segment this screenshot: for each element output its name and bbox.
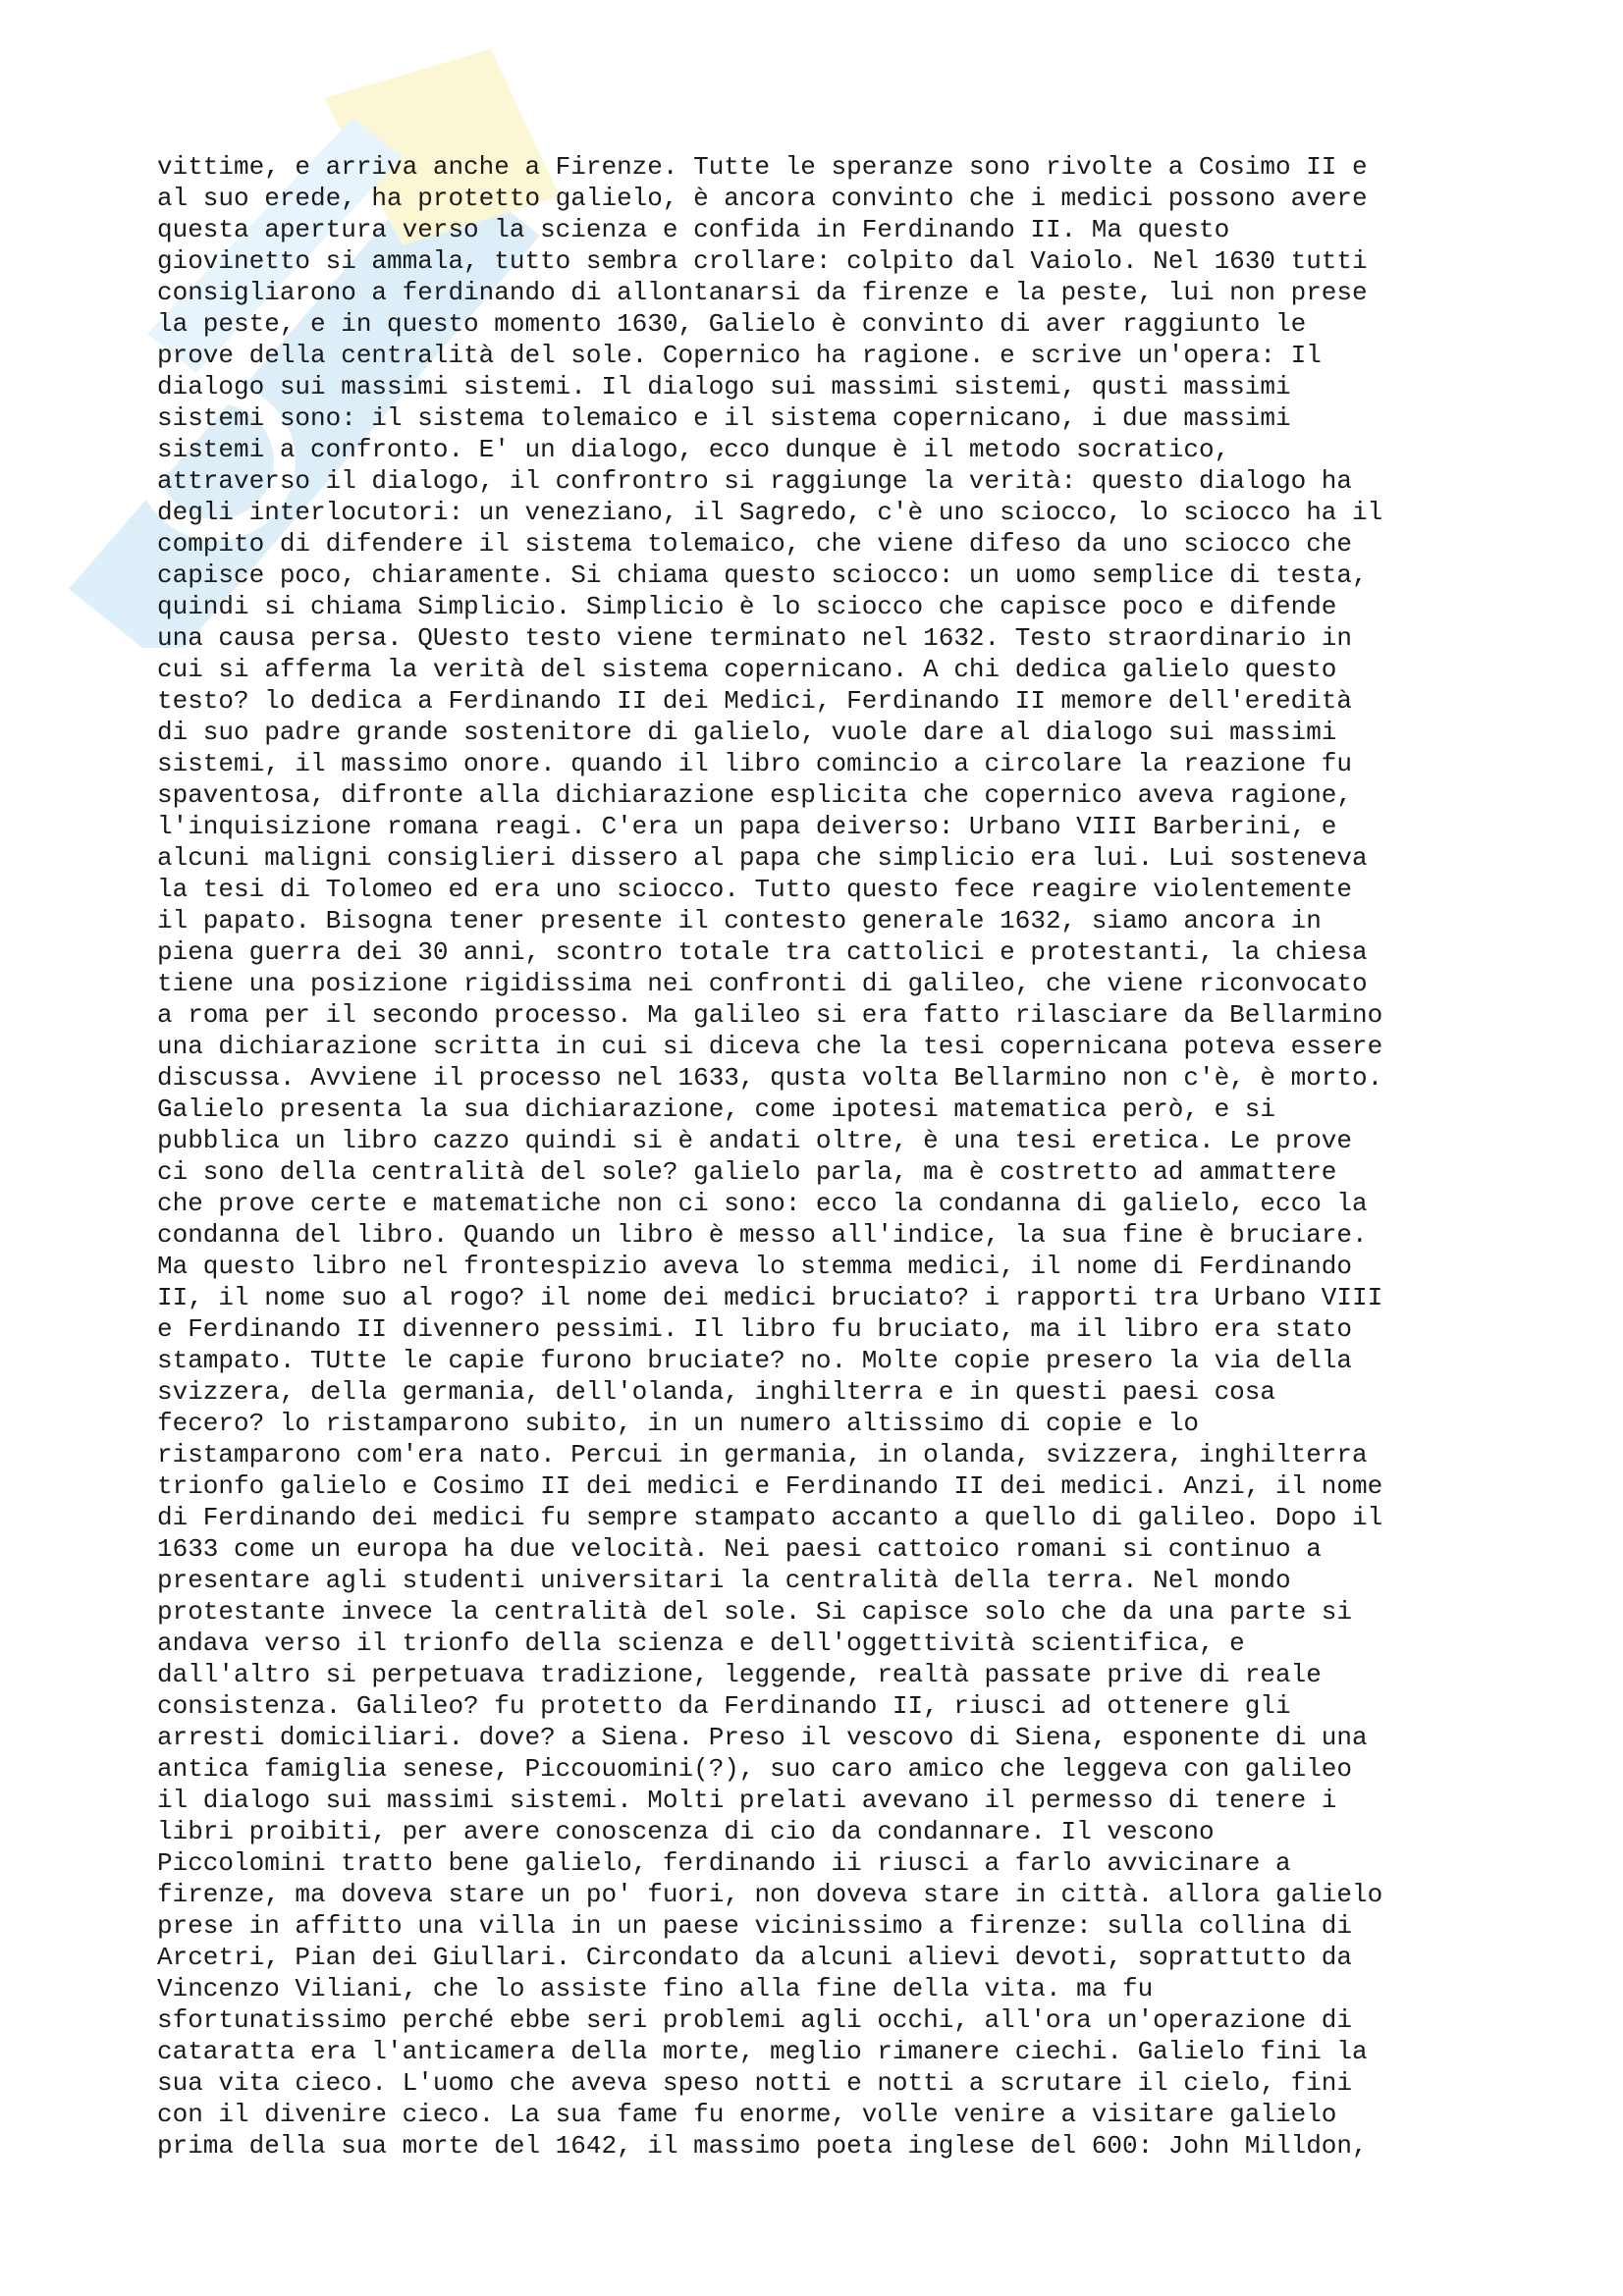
text-line: di Ferdinando dei medici fu sempre stampato accanto a quello di galileo. Dopo il [157,1503,1383,1532]
text-line: Vincenzo Viliani, che lo assiste fino alla fine della vita. ma fu [157,1974,1154,2003]
text-line: pubblica un libro cazzo quindi si è andati oltre, è una tesi eretica. Le prove [157,1126,1352,1155]
text-line: la peste, e in questo momento 1630, Galielo è convinto di aver raggiunto le [157,309,1307,339]
text-line: trionfo galielo e Cosimo II dei medici e Ferdinando II dei medici. Anzi, il nome [157,1471,1383,1501]
text-line: prima della sua morte del 1642, il massimo poeta inglese del 600: John Milldon, [157,2131,1368,2161]
text-line: il papato. Bisogna tener presente il contesto generale 1632, siamo ancora in [157,906,1322,935]
text-line: consistenza. Galileo? fu protetto da Ferdinando II, riusci ad ottenere gli [157,1691,1291,1721]
text-line: attraverso il dialogo, il confrontro si raggiunge la verità: questo dialogo ha [157,466,1352,496]
text-line: compito di difendere il sistema tolemaico, che viene difeso da uno sciocco che [157,529,1352,559]
text-line: 1633 come un europa ha due velocità. Nei paesi cattoico romani si continuo a [157,1534,1322,1564]
document-body [157,151,1532,2162]
text-line: a roma per il secondo processo. Ma galileo si era fatto rilasciare da Bellarmino [157,1000,1383,1030]
text-line: Arcetri, Pian dei Giullari. Circondato da alcuni alievi devoti, soprattutto da [157,1943,1352,1972]
text-line: cataratta era l'anticamera della morte, meglio rimanere ciechi. Galielo fini la [157,2037,1368,2066]
text-line: prove della centralità del sole. Copernico ha ragione. e scrive un'opera: Il [157,341,1322,370]
text-line: con il divenire cieco. La sua fame fu enorme, volle venire a visitare galielo [157,2100,1337,2129]
text-line: Ma questo libro nel frontespizio aveva lo stemma medici, il nome di Ferdinando [157,1252,1352,1281]
text-line: l'inquisizione romana reagi. C'era un papa deiverso: Urbano VIII Barberini, e [157,812,1337,841]
text-line: sfortunatissimo perché ebbe seri problemi agli occhi, all'ora un'operazione di [157,2005,1352,2035]
text-line: condanna del libro. Quando un libro è messo all'indice, la sua fine è bruciare. [157,1220,1368,1250]
text-line: dialogo sui massimi sistemi. Il dialogo sui massimi sistemi, qusti massimi [157,372,1291,401]
text-line: fecero? lo ristamparono subito, in un numero altissimo di copie e lo [157,1409,1199,1438]
text-line: ristamparono com'era nato. Percui in germania, in olanda, svizzera, inghilterra [157,1440,1368,1469]
text-line: sistemi, il massimo onore. quando il libro comincio a circolare la reazione fu [157,749,1352,778]
text-line: di suo padre grande sostenitore di galielo, vuole dare al dialogo sui massimi [157,718,1337,747]
text-line: che prove certe e matematiche non ci sono: ecco la condanna di galielo, ecco la [157,1189,1368,1218]
text-line: Piccolomini tratto bene galielo, ferdinando ii riusci a farlo avvicinare a [157,1848,1291,1878]
text-line: sistemi a confronto. E' un dialogo, ecco dunque è il metodo socratico, [157,435,1230,464]
text-line: una dichiarazione scritta in cui si diceva che la tesi copernicana poteva essere [157,1032,1383,1061]
text-line: consigliarono a ferdinando di allontanarsi da firenze e la peste, lui non prese [157,278,1368,307]
text-line: al suo erede, ha protetto galielo, è ancora convinto che i medici possono avere [157,184,1368,213]
text-line: sua vita cieco. L'uomo che aveva speso notti e notti a scrutare il cielo, fini [157,2068,1352,2098]
text-line: questa apertura verso la scienza e confida in Ferdinando II. Ma questo [157,215,1230,244]
text-line: testo? lo dedica a Ferdinando II dei Medici, Ferdinando II memore dell'eredità [157,686,1352,716]
text-line: svizzera, della germania, dell'olanda, inghilterra e in questi paesi cosa [157,1377,1275,1407]
text-line: cui si afferma la verità del sistema copernicano. A chi dedica galielo questo [157,655,1337,684]
text-line: spaventosa, difronte alla dichiarazione esplicita che copernico aveva ragione, [157,780,1352,810]
text-line: firenze, ma doveva stare un po' fuori, non doveva stare in città. allora galielo [157,1880,1383,1909]
text-line: dall'altro si perpetuava tradizione, leggende, realtà passate prive di reale [157,1660,1322,1689]
text-line: una causa persa. QUesto testo viene terminato nel 1632. Testo straordinario in [157,623,1352,653]
text-line: degli interlocutori: un veneziano, il Sagredo, c'è uno sciocco, lo sciocco ha il [157,498,1383,527]
text-line: giovinetto si ammala, tutto sembra crollare: colpito dal Vaiolo. Nel 1630 tutti [157,246,1368,276]
text-line: presentare agli studenti universitari la centralità della terra. Nel mondo [157,1566,1291,1595]
text-line: ci sono della centralità del sole? galielo parla, ma è costretto ad ammattere [157,1157,1337,1187]
text-line: capisce poco, chiaramente. Si chiama questo sciocco: un uomo semplice di testa, [157,561,1368,590]
text-line: piena guerra dei 30 anni, scontro totale tra cattolici e protestanti, la chiesa [157,937,1368,967]
text-line: discussa. Avviene il processo nel 1633, qusta volta Bellarmino non c'è, è morto. [157,1063,1383,1093]
text-line: Galielo presenta la sua dichiarazione, come ipotesi matematica però, e si [157,1095,1275,1124]
text-line: quindi si chiama Simplicio. Simplicio è lo sciocco che capisce poco e difende [157,592,1337,621]
text-line: prese in affitto una villa in un paese vicinissimo a firenze: sulla collina di [157,1911,1352,1941]
text-line: protestante invece la centralità del sole. Si capisce solo che da una parte si [157,1597,1352,1627]
text-line: alcuni maligni consiglieri dissero al papa che simplicio era lui. Lui sosteneva [157,843,1368,873]
text-line: libri proibiti, per avere conoscenza di cio da condannare. Il vescono [157,1817,1215,1846]
text-line: stampato. TUtte le capie furono bruciate? no. Molte copie presero la via della [157,1346,1352,1375]
text-line: e Ferdinando II divennero pessimi. Il libro fu bruciato, ma il libro era stato [157,1314,1352,1344]
text-line: II, il nome suo al rogo? il nome dei medici bruciato? i rapporti tra Urbano VIII [157,1283,1383,1312]
text-line: vittime, e arriva anche a Firenze. Tutte le speranze sono rivolte a Cosimo II e [157,152,1368,182]
text-line: antica famiglia senese, Piccouomini(?), suo caro amico che leggeva con galileo [157,1754,1352,1784]
text-line: tiene una posizione rigidissima nei confronti di galileo, che viene riconvocato [157,969,1368,998]
text-line: sistemi sono: il sistema tolemaico e il sistema copernicano, i due massimi [157,403,1291,433]
text-line: il dialogo sui massimi sistemi. Molti prelati avevano il permesso di tenere i [157,1786,1337,1815]
text-line: arresti domiciliari. dove? a Siena. Preso il vescovo di Siena, esponente di una [157,1723,1368,1752]
text-line: andava verso il trionfo della scienza e dell'oggettività scientifica, e [157,1629,1245,1658]
text-line: la tesi di Tolomeo ed era uno sciocco. Tutto questo fece reagire violentemente [157,875,1352,904]
